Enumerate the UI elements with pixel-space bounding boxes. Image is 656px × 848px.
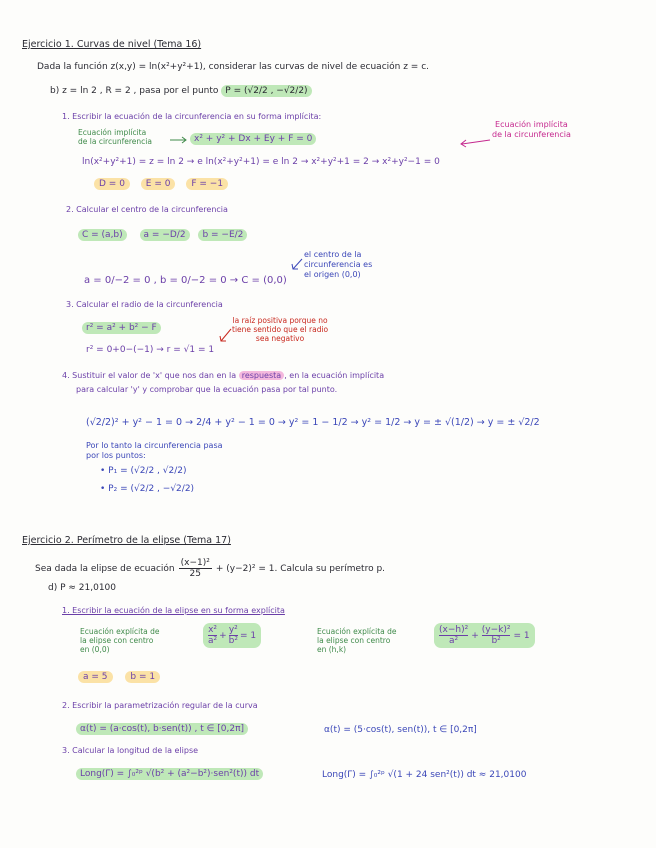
fraction-den: b² xyxy=(228,636,238,646)
fraction-num: (x−1)² xyxy=(180,558,210,568)
ex2-step2-heading: 2. Escribir la parametrización regular de la curva xyxy=(62,701,258,710)
plus-sign: + xyxy=(471,630,479,641)
box-b: b = −E/2 xyxy=(198,229,247,241)
ex1-step2-note xyxy=(304,250,372,280)
note-line2: circunferencia es xyxy=(304,260,373,269)
ex1-step1-heading: 1. Escribir la ecuación de la circunferencia en su forma implícita: xyxy=(62,112,322,121)
conclusion-line1: Por lo tanto la circunferencia pasa xyxy=(86,441,223,450)
box-label-line1: Ecuación implícita xyxy=(78,128,147,137)
ex1-step2-heading: 2. Calcular el centro de la circunferencia xyxy=(66,205,228,214)
heading-part-b: , en la ecuación implícita xyxy=(284,371,385,380)
note-line1: el centro de la xyxy=(304,250,362,259)
ex1-step4-heading xyxy=(62,371,384,380)
ex1-step3-note xyxy=(232,316,328,343)
plus-sign: + xyxy=(219,630,227,641)
ex2-step1-coefs xyxy=(78,672,160,682)
fraction xyxy=(439,625,468,646)
ex1-statement: Dada la función z(x,y) = ln(x²+y²+1), considerar las curvas de nivel de ecuación z = c. xyxy=(37,62,430,72)
fraction-den: a² xyxy=(208,636,218,646)
heading-part-a: 4. Sustituir el valor de 'x' que nos dan en la xyxy=(62,371,237,380)
note-line2: tiene sentido que el radio xyxy=(232,325,329,334)
note-line3: el origen (0,0) xyxy=(304,270,361,279)
box-c: C = (a,b) xyxy=(78,229,127,241)
ex1-step1-coefs xyxy=(94,179,228,189)
ex2-step3-heading: 3. Calcular la longitud de la elipse xyxy=(62,746,199,755)
ex2-step1-right-label xyxy=(317,627,397,654)
coef-e: E = 0 xyxy=(141,178,176,190)
ex2-step2-box: α(t) = (a·cos(t), b·sen(t)) , t ∈ [0,2π] xyxy=(76,723,248,735)
coef-b: b = 1 xyxy=(125,671,160,683)
coef-d: D = 0 xyxy=(94,178,130,190)
fraction-num: (x−h)² xyxy=(439,625,469,635)
fraction-num: y² xyxy=(228,625,238,635)
ex1-step4-conclusion xyxy=(86,441,223,461)
conclusion-line2: por los puntos: xyxy=(86,451,146,460)
box-label-line2: de la circunferencia xyxy=(78,137,152,146)
label-line2: la elipse con centro xyxy=(317,636,391,645)
fraction-den: b² xyxy=(491,636,501,646)
formula-rhs: = 1 xyxy=(240,630,257,641)
ex2-part-d: d) P ≈ 21,0100 xyxy=(48,583,116,593)
arrow-down-left-icon xyxy=(290,258,304,272)
ex1-step3-heading: 3. Calcular el radio de la circunferencia xyxy=(66,300,223,309)
label-line1: Ecuación explícita de xyxy=(80,627,160,636)
fraction-num: (y−k)² xyxy=(481,625,511,635)
fraction-den: 25 xyxy=(189,569,201,579)
statement-text: Sea dada la elipse de ecuación xyxy=(35,563,175,574)
ex1-step3-box-r: r² = a² + b² − F xyxy=(82,322,161,334)
note-line1: la raíz positiva porque no xyxy=(232,316,328,325)
fraction xyxy=(482,625,511,646)
part-b-label: b) z = ln 2 , R = 2 , pasa por el punto xyxy=(50,86,219,96)
arrow-right-icon xyxy=(170,136,190,144)
fraction xyxy=(229,625,238,646)
side-note-line1: Ecuación implícita xyxy=(495,120,568,129)
arrow-left-icon xyxy=(458,138,490,148)
ex2-step3-box: Long(Γ) = ∫₀²ᵖ √(b² + (a²−b²)·sen²(t)) dt xyxy=(76,768,263,780)
coef-a: a = 5 xyxy=(78,671,113,683)
ex1-step3-computation: r² = 0+0−(−1) → r = √1 = 1 xyxy=(86,345,215,355)
label-line3: en (0,0) xyxy=(80,645,110,654)
ex2-statement xyxy=(35,558,385,579)
ex1-step2-boxes xyxy=(78,230,247,240)
ex1-part-b xyxy=(50,86,312,96)
ex2-step2-result: α(t) = (5·cos(t), sen(t)), t ∈ [0,2π] xyxy=(324,725,477,735)
ex1-step1-box-formula: x² + y² + Dx + Ey + F = 0 xyxy=(190,133,316,145)
heading-highlight: respuesta xyxy=(239,371,284,380)
fraction-den: a² xyxy=(449,636,459,646)
ex1-step1-derivation: ln(x²+y²+1) = z = ln 2 → e ln(x²+y²+1) = e ln 2 → x²+y²+1 = 2 → x²+y²−1 = 0 xyxy=(82,157,440,167)
fraction xyxy=(179,558,212,579)
ex1-step1-side-note xyxy=(492,120,571,140)
label-line1: Ecuación explícita de xyxy=(317,627,397,636)
formula-rhs: = 1 xyxy=(513,630,530,641)
statement-rest: + (y−2)² = 1. Calcula su perímetro p. xyxy=(215,563,386,574)
ex2-step3-result: Long(Γ) = ∫₀²ᵖ √(1 + 24 sen²(t)) dt ≈ 21,0100 xyxy=(322,770,527,780)
fraction xyxy=(208,625,217,646)
ex2-step1-left-label xyxy=(80,627,160,654)
ex2-step1-heading: 1. Escribir la ecuación de la elipse en su forma explícita xyxy=(62,606,285,615)
part-b-point: P = (√2/2 , −√2/2) xyxy=(221,85,311,97)
ex2-step1-left-formula xyxy=(203,623,261,648)
coef-f: F = −1 xyxy=(186,178,228,190)
side-note-line2: de la circunferencia xyxy=(492,130,571,139)
ex1-step4-heading-line2: para calcular 'y' y comprobar que la ecuación pasa por tal punto. xyxy=(76,385,338,394)
fraction-num: x² xyxy=(208,625,218,635)
label-line2: la elipse con centro xyxy=(80,636,154,645)
label-line3: en (h,k) xyxy=(317,645,347,654)
ex2-step1-right-formula xyxy=(434,623,535,648)
ex1-step2-computation: a = 0/−2 = 0 , b = 0/−2 = 0 → C = (0,0) xyxy=(84,275,287,286)
ex1-step4-computation: (√2/2)² + y² − 1 = 0 → 2/4 + y² − 1 = 0 → y² = 1 − 1/2 → y² = 1/2 → y = ± √(1/2) → y = ± √2/2 xyxy=(86,417,540,428)
ex2-title: Ejercicio 2. Perímetro de la elipse (Tema 17) xyxy=(22,535,231,546)
ex1-step1-box-label xyxy=(78,128,152,146)
note-line3: sea negativo xyxy=(255,334,305,343)
ex1-title: Ejercicio 1. Curvas de nivel (Tema 16) xyxy=(22,39,202,50)
ex1-point-p1: • P₁ = (√2/2 , √2/2) xyxy=(100,466,187,476)
arrow-down-left-icon xyxy=(218,328,232,344)
ex1-point-p2: • P₂ = (√2/2 , −√2/2) xyxy=(100,484,195,494)
box-a: a = −D/2 xyxy=(140,229,190,241)
